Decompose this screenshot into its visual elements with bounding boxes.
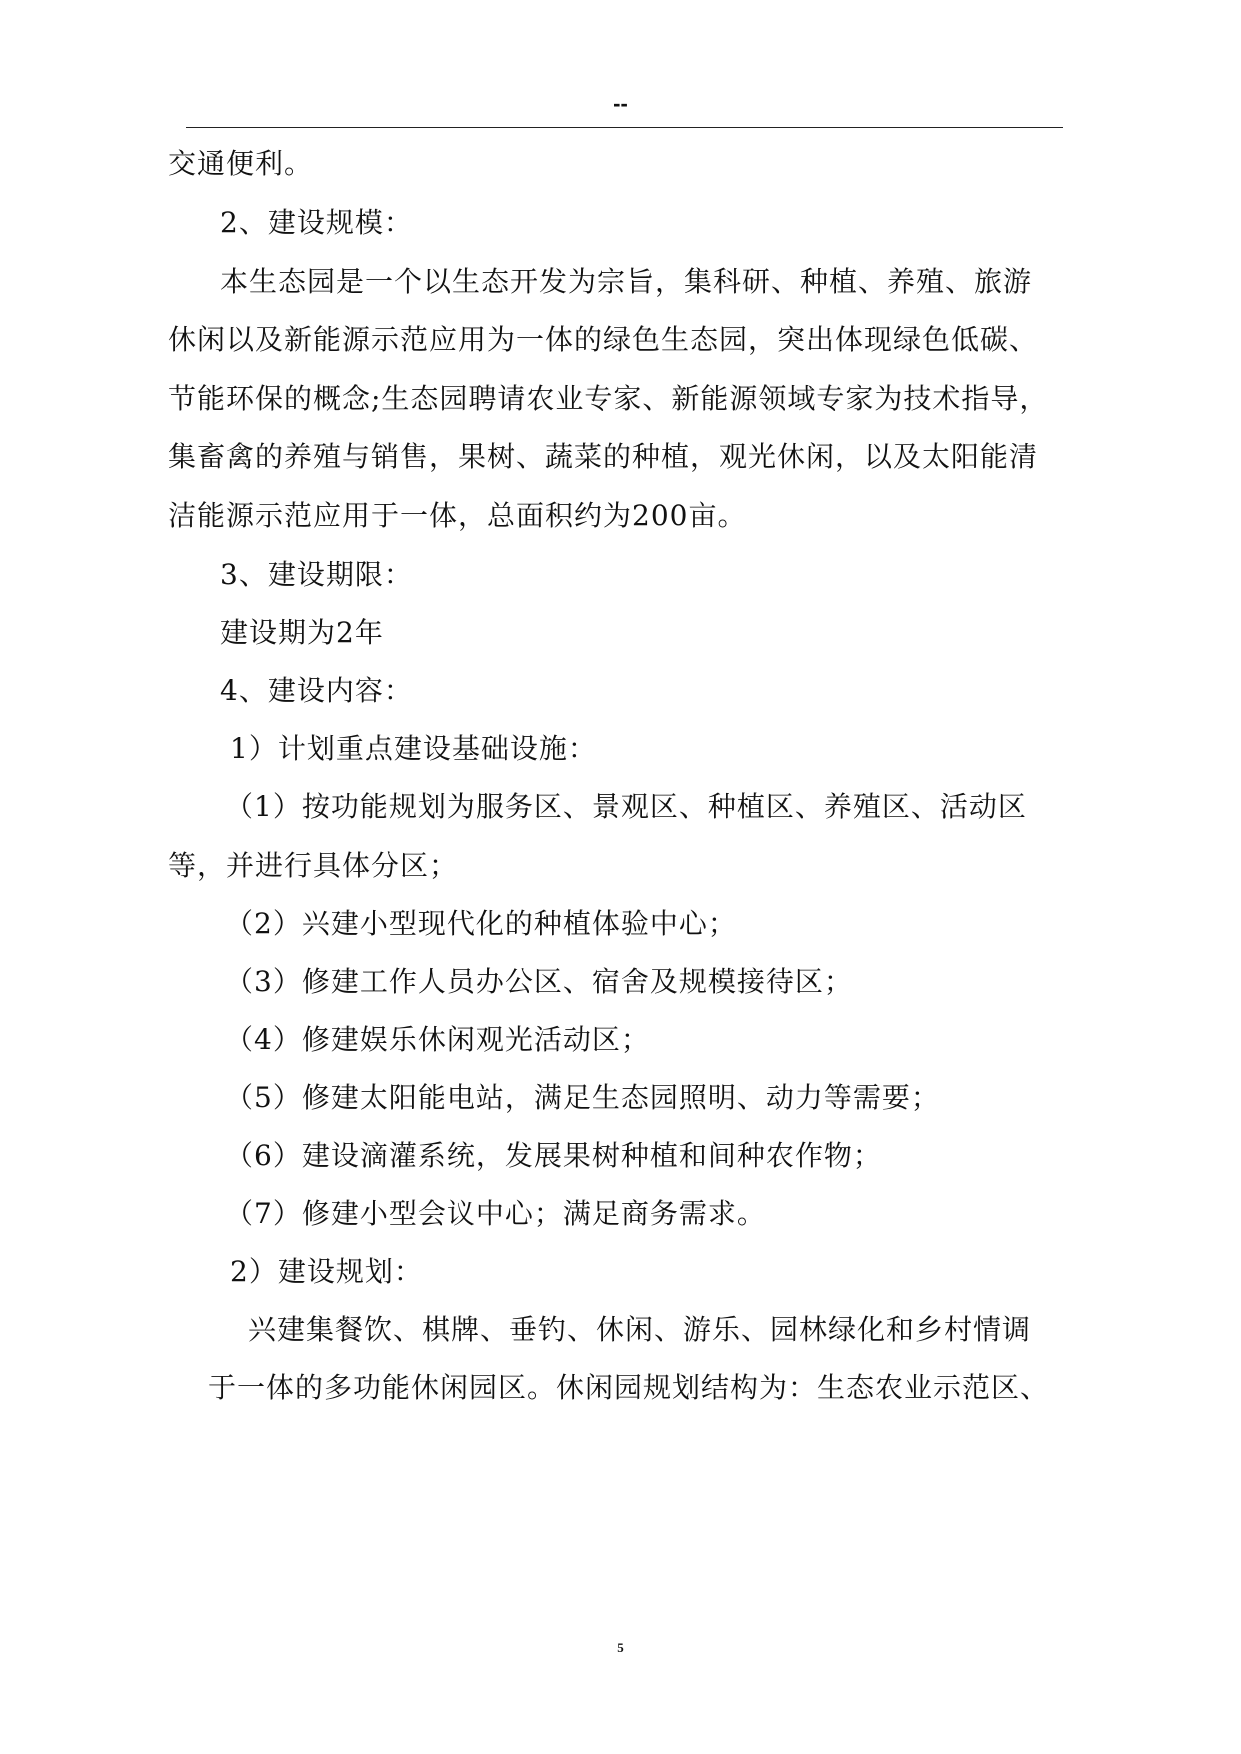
section-heading: 3、建设期限：	[220, 558, 413, 591]
text-line: 交通便利。	[168, 147, 314, 180]
page-number: 5	[617, 1640, 624, 1655]
subsection-heading: 2）建设规划：	[230, 1255, 423, 1288]
text-line: 兴建集餐饮、棋牌、垂钓、休闲、游乐、园林绿化和乡村情调	[248, 1313, 1032, 1346]
page-header-mark: --	[613, 91, 628, 116]
list-item: （6）建设滴灌系统，发展果树种植和间种农作物；	[225, 1139, 882, 1172]
subsection-heading: 1）计划重点建设基础设施：	[230, 732, 597, 765]
list-item: （3）修建工作人员办公区、宿舍及规模接待区；	[225, 965, 853, 998]
section-heading: 4、建设内容：	[220, 674, 413, 707]
text-line: 建设期为2年	[220, 616, 384, 649]
text-line: 本生态园是一个以生态开发为宗旨，集科研、种植、养殖、旅游	[220, 265, 1033, 298]
list-item: （5）修建太阳能电站，满足生态园照明、动力等需要；	[225, 1081, 940, 1114]
list-item: （7）修建小型会议中心；满足商务需求。	[225, 1197, 766, 1230]
text-line: 节能环保的概念;生态园聘请农业专家、新能源领域专家为技术指导，	[168, 382, 1049, 415]
list-item: （2）兴建小型现代化的种植体验中心；	[225, 907, 737, 940]
text-line: 洁能源示范应用于一体，总面积约为200亩。	[168, 499, 747, 532]
text-line: 于一体的多功能休闲园区。休闲园规划结构为：生态农业示范区、	[208, 1371, 1050, 1404]
text-line: 等，并进行具体分区；	[168, 849, 459, 882]
list-item: （4）修建娱乐休闲观光活动区；	[225, 1023, 650, 1056]
text-line: 集畜禽的养殖与销售，果树、蔬菜的种植，观光休闲，以及太阳能清	[168, 440, 1039, 473]
list-item: （1）按功能规划为服务区、景观区、种植区、养殖区、活动区	[225, 790, 1027, 823]
header-divider	[186, 127, 1063, 128]
section-heading: 2、建设规模：	[220, 206, 413, 239]
text-line: 休闲以及新能源示范应用为一体的绿色生态园，突出体现绿色低碳、	[168, 323, 1039, 356]
